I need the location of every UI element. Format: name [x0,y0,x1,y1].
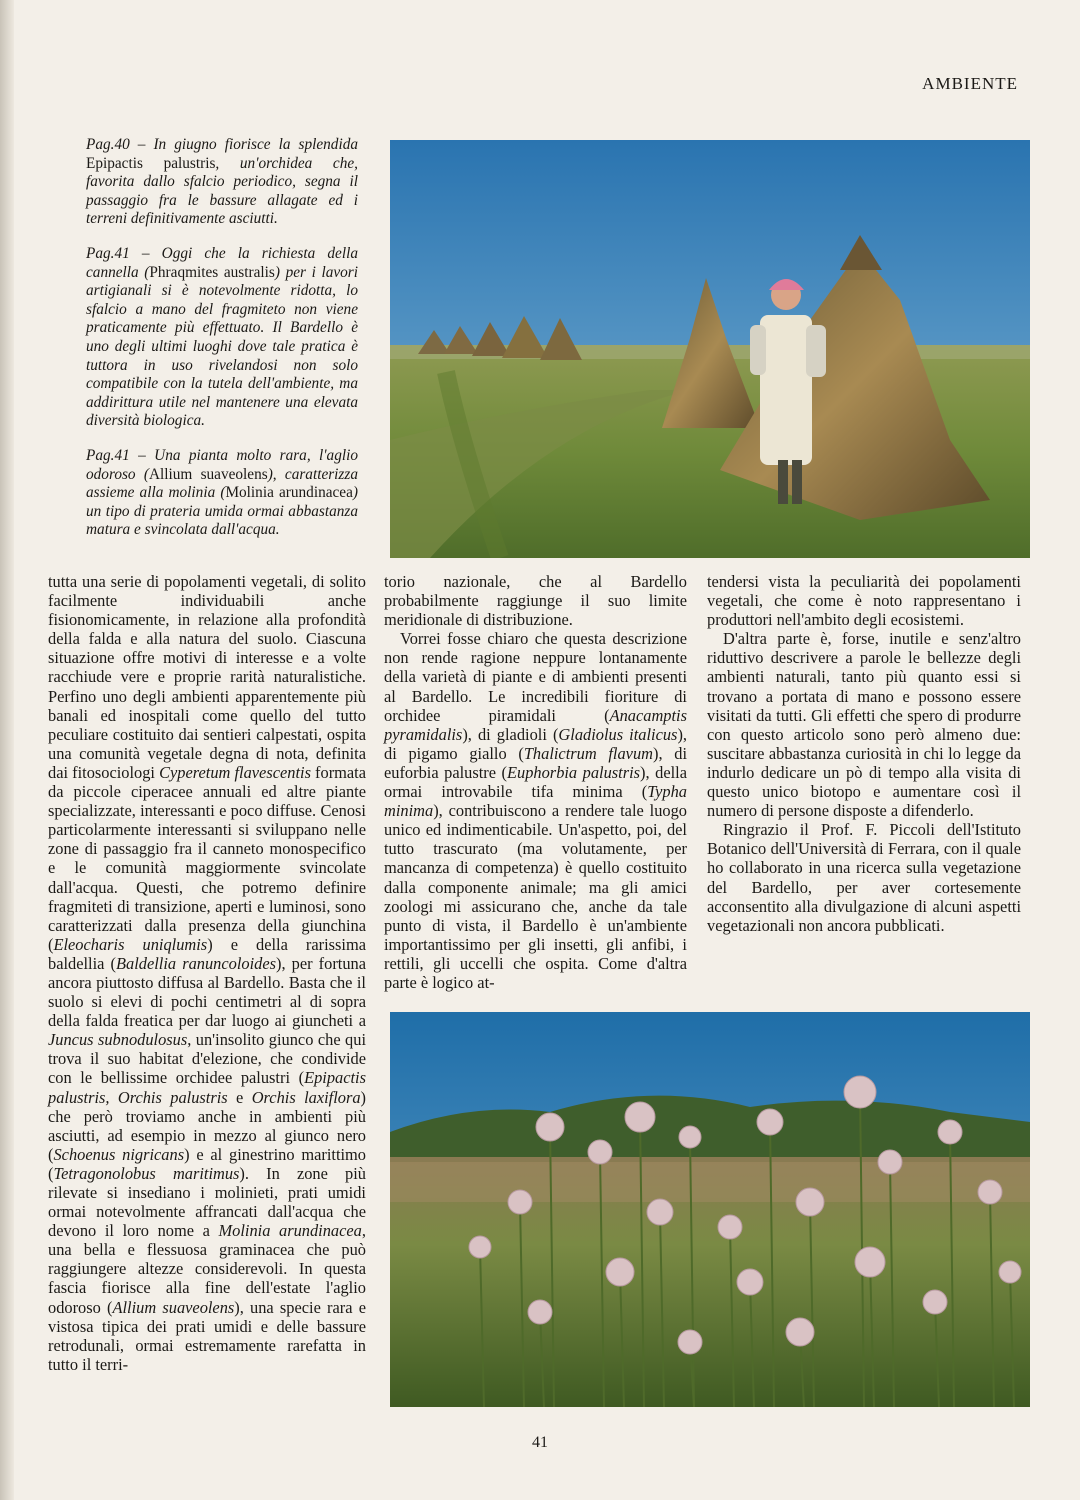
allium-flower-head [796,1188,824,1216]
photo-captions [86,136,358,556]
photo-reed-stacks [390,140,1030,558]
caption-text: ) un tipo di prateria umida ormai abbastanza matura e svincolata dall'acqua. [86,484,358,539]
body-paragraph [707,572,1021,629]
italic-run: Juncus subnodulosus [48,1030,188,1050]
text-run: , una bella e flessuosa graminacea che può raggiungere altezze considerevoli. In questa fascia fiorisce alla fine dell'estate l'aglio odoroso ( [48,1221,366,1317]
text-run: e [227,1087,252,1107]
reed-stacks-illustration [390,140,1030,558]
caption-text: – Oggi che la richiesta della cannella ( [86,244,358,281]
text-run: ), contribuiscono a rendere tale luogo unico ed indimenticabile. Un'aspetto, poi, del tutto trascurato (ma volutamente, per mancanza di competenza) è quello costituito dalla componente animale; ma gli amici zoologi mi assicurano che, anche da tale punto di vista, il Bardello è un'ambiente importantissimo per gli insetti, gli anfibi, i rettili, gli uccelli che ospita. Come d'altra parte è logico at- [384,801,687,992]
body-paragraph [707,820,1021,935]
italic-run: Thalictrum flavum [523,743,653,763]
text-run: Ringrazio il Prof. F. Piccoli dell'Istituto Botanico dell'Università di Ferrara, con il quale ho collaborato in una ricerca sulla vegetazione del Bardello, per aver cortesemente acconsentito alla divulgazione di alcuni aspetti vegetazionali non ancora pubblicati. [707,820,1021,935]
text-run: ) e al ginestrino marittimo ( [48,1144,366,1183]
article-column-3 [707,572,1021,997]
text-run: ). In zone più rilevate si insediano i molinieti, prati umidi ormai notevolmente affrancati dall'acqua che devono il loro nome a [48,1163,366,1241]
allium-flower-head [978,1180,1002,1204]
allium-flower-head [588,1140,612,1164]
text-run: ), di euforbia palustre ( [384,743,687,782]
body-paragraph [48,572,366,1374]
allium-flower-head [606,1258,634,1286]
photo-allium-meadow [390,1012,1030,1407]
text-run: ) che però troviamo anche in ambienti più asciutti, ad esempio in mezzo al giunco nero ( [48,1087,366,1164]
text-run: ), per fortuna ancora piuttosto diffusa al Bardello. Basta che il suolo si elevi di pochi centimetri al di sopra della falda freatica per dar luogo ai giuncheti a [48,953,367,1031]
italic-run: Euphorbia palustris [507,762,641,782]
italic-run: Typha minima [384,782,687,821]
text-run: tendersi vista la peculiarità dei popolamenti vegetali, che come è noto rappresentano i produttori nell'ambito degli ecosistemi. [707,572,1021,630]
allium-flower-head [679,1126,701,1148]
text-run: tutta una serie di popolamenti vegetali, di solito facilmente individuabili anche fisionomicamente, in relazione alla profondità della falda e alla natura del suolo. Ciascuna situazione offre motivi di interesse e a volte racchiude vere e proprie rarità naturalistiche. Perfino uno degli ambienti apparentemente più banali ed inospitali come quello del tutto peculiare costituito dai sentieri calpestati, ospita una comunità vegetale degna di nota, definita dai fitosociologi [48,572,366,782]
italic-run: Molinia arundinacea [218,1221,362,1241]
text-run: ) e della rarissima baldellia ( [48,934,366,973]
italic-run: Tetragonolobus maritimus [53,1163,240,1183]
allium-flower-head [757,1109,783,1135]
italic-run: Epipactis palustris, Orchis palustris [48,1068,366,1107]
section-header: AMBIENTE [922,74,1018,93]
page-edge [0,0,14,1500]
body-paragraph [707,629,1021,820]
italic-run: Gladiolus italicus [558,724,678,744]
body-paragraph [384,572,687,629]
caption-page-ref: Pag.40 [86,136,130,153]
italic-run: Schoenus nigricans [53,1144,185,1164]
text-run: formata da piccole ciperacee annuali ed altre piante specializzate, interessanti e poco diffuse. Cenosi particolarmente interessanti si sviluppano nelle zone di passaggio fra il canneto monospecifico e le comunità maggiormente svincolate dall'acqua. Questi, che potremo definire fragmiteti di transizione, aperti e luminosi, sono caratterizzati dalla presenza della giunchina ( [48,762,367,954]
body-paragraph [384,629,687,992]
italic-run: Cyperetum flavescentis [159,762,311,782]
italic-run: Anacamptis pyramidalis [384,705,687,744]
page-number: 41 [532,1434,548,1451]
caption-text: – Una pianta molto rara, l'aglio odoroso ( [86,446,358,483]
italic-run: Allium suaveolens [112,1297,235,1317]
text-run: ), una specie rara e vistosa tipica dei prati umidi e delle bassure retrodunali, ormai estremamente rarefatta in tutto il terri- [48,1297,366,1374]
caption-species-name: Phraqmites australis [149,263,275,281]
caption-text: ), caratterizza assieme alla molinia ( [86,465,358,502]
caption-page-ref: Pag.41 [86,244,130,262]
allium-flower-head [469,1236,491,1258]
allium-flower-head [878,1150,902,1174]
allium-flower-head [737,1269,763,1295]
article-column-2 [384,572,687,997]
allium-flower-head [844,1076,876,1108]
allium-flower-head [536,1113,564,1141]
allium-flower-head [923,1290,947,1314]
allium-flower-head [625,1102,655,1132]
allium-flower-head [508,1190,532,1214]
caption-species-name: Molinia arundinacea [225,484,353,502]
text-run: , un'insolito giunco che qui trova il suo habitat d'elezione, che condivide con le bellissime orchidee palustri ( [48,1030,366,1088]
article-column-1 [48,572,366,1427]
text-run: Vorrei fosse chiaro che questa descrizione non rende ragione neppure lontanamente della varietà di piante e di ambienti presenti al Bardello. Le incredibili fioriture di orchidee piramidali ( [384,629,687,725]
caption-page-ref: Pag.41 [86,446,130,464]
allium-flower-head [938,1120,962,1144]
caption-text: ) per i lavori artigianali si è notevolmente ridotta, lo sfalcio a mano del fragmiteto non viene praticamente più effettuato. Il Bardello è uno degli ultimi luoghi dove tale pratica è tuttora in uso rivelandosi non solo compatibile con la tutela dell'ambiente, ma addirittura utile nel mantenere una elevata diversità biologica. [86,263,358,430]
text-run: torio nazionale, che al Bardello probabilmente raggiunge il suo limite meridionale di distribuzione. [384,572,687,630]
allium-flower-head [855,1247,885,1277]
allium-flower-head [718,1215,742,1239]
italic-run: Orchis laxiflora [251,1087,361,1107]
allium-flower-head [678,1330,702,1354]
italic-run: Baldellia ranuncoloides [116,953,276,973]
allium-flower-head [528,1300,552,1324]
caption-text: – In giugno fiorisce la splendida [129,136,358,153]
text-run: ), di gladioli ( [462,724,559,744]
caption-2 [86,245,358,431]
allium-flower-head [647,1199,673,1225]
text-run: D'altra parte è, forse, inutile e senz'altro riduttivo descrivere a parole le bellezze degli ambienti naturali, tanto più quanto essi si trovano a portata di mano e possono essere visitati da tutti. Gli effetti che spero di produrre con questo articolo sono però almeno due: suscitare abbastanza curiosità in chi lo legge da indurlo dedicare un pò di tempo alla visita di questo unico biotopo e aumentare così il numero di persone disposte a difenderlo. [707,629,1021,821]
italic-run: Eleocharis uniqlumis [53,934,208,954]
text-run: ), di pigamo giallo ( [384,724,687,763]
allium-meadow-illustration [390,1012,1030,1407]
caption-species-name: Epipactis palustris [86,154,216,172]
allium-flower-head [786,1318,814,1346]
caption-species-name: Allium suaveolens [148,465,268,483]
caption-1 [86,136,358,229]
caption-text: , un'orchidea che, favorita dallo sfalcio periodico, segna il passaggio fra le bassure allagate ed i terreni definitivamente asciutti. [86,154,358,228]
allium-flower-head [999,1261,1021,1283]
caption-3 [86,447,358,540]
text-run: ), della ormai introvabile tifa minima ( [384,762,687,802]
